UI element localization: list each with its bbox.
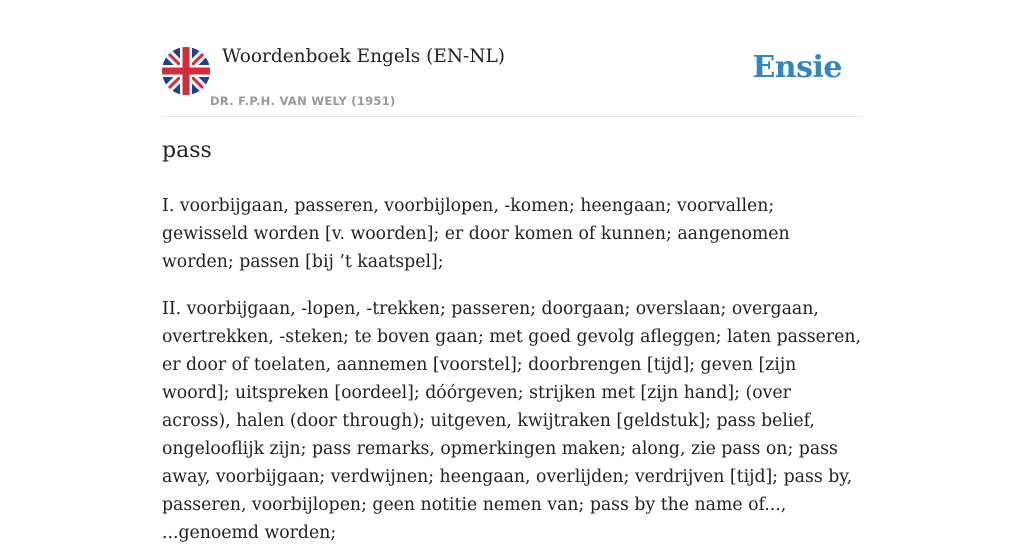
entry-headword: pass <box>162 138 212 163</box>
dictionary-title[interactable]: Woordenboek Engels (EN-NL) <box>222 46 505 67</box>
entry-sense-1: I. voorbijgaan, passeren, voorbijlopen, -komen; heengaan; voorvallen; gewisseld worden [v. woorden]; er door komen of kunnen; aangenomen worden; passen [bij ’t kaatspel]; <box>162 196 790 272</box>
dictionary-header <box>162 44 862 117</box>
entry-sense-2: II. voorbijgaan, -lopen, -trekken; passeren; doorgaan; overslaan; overgaan, overtrekken, -steken; te boven gaan; met goed gevolg afleggen; laten passeren, er door of toelaten, aannemen [voorstel]; doorbrengen [tijd]; geven [zijn woord]; uitspreken [oordeel]; dóórgeven; strijken met [zijn hand]; (over across), halen (door through); uitgeven, kwijtraken [geldstuk]; pass belief, ongelooflijk zijn; pass remarks, opmerkingen maken; along, zie pass on; pass away, voorbijgaan; verdwijnen; heengaan, overlijden; verdrijven [tijd]; pass by, passeren, voorbijlopen; geen notitie nemen van; pass by the name of..., ...genoemd worden; <box>162 299 862 543</box>
dictionary-author: DR. F.P.H. VAN WELY (1951) <box>210 94 396 108</box>
ensie-logo[interactable]: Ensie <box>752 50 842 85</box>
uk-flag-icon <box>162 47 210 95</box>
